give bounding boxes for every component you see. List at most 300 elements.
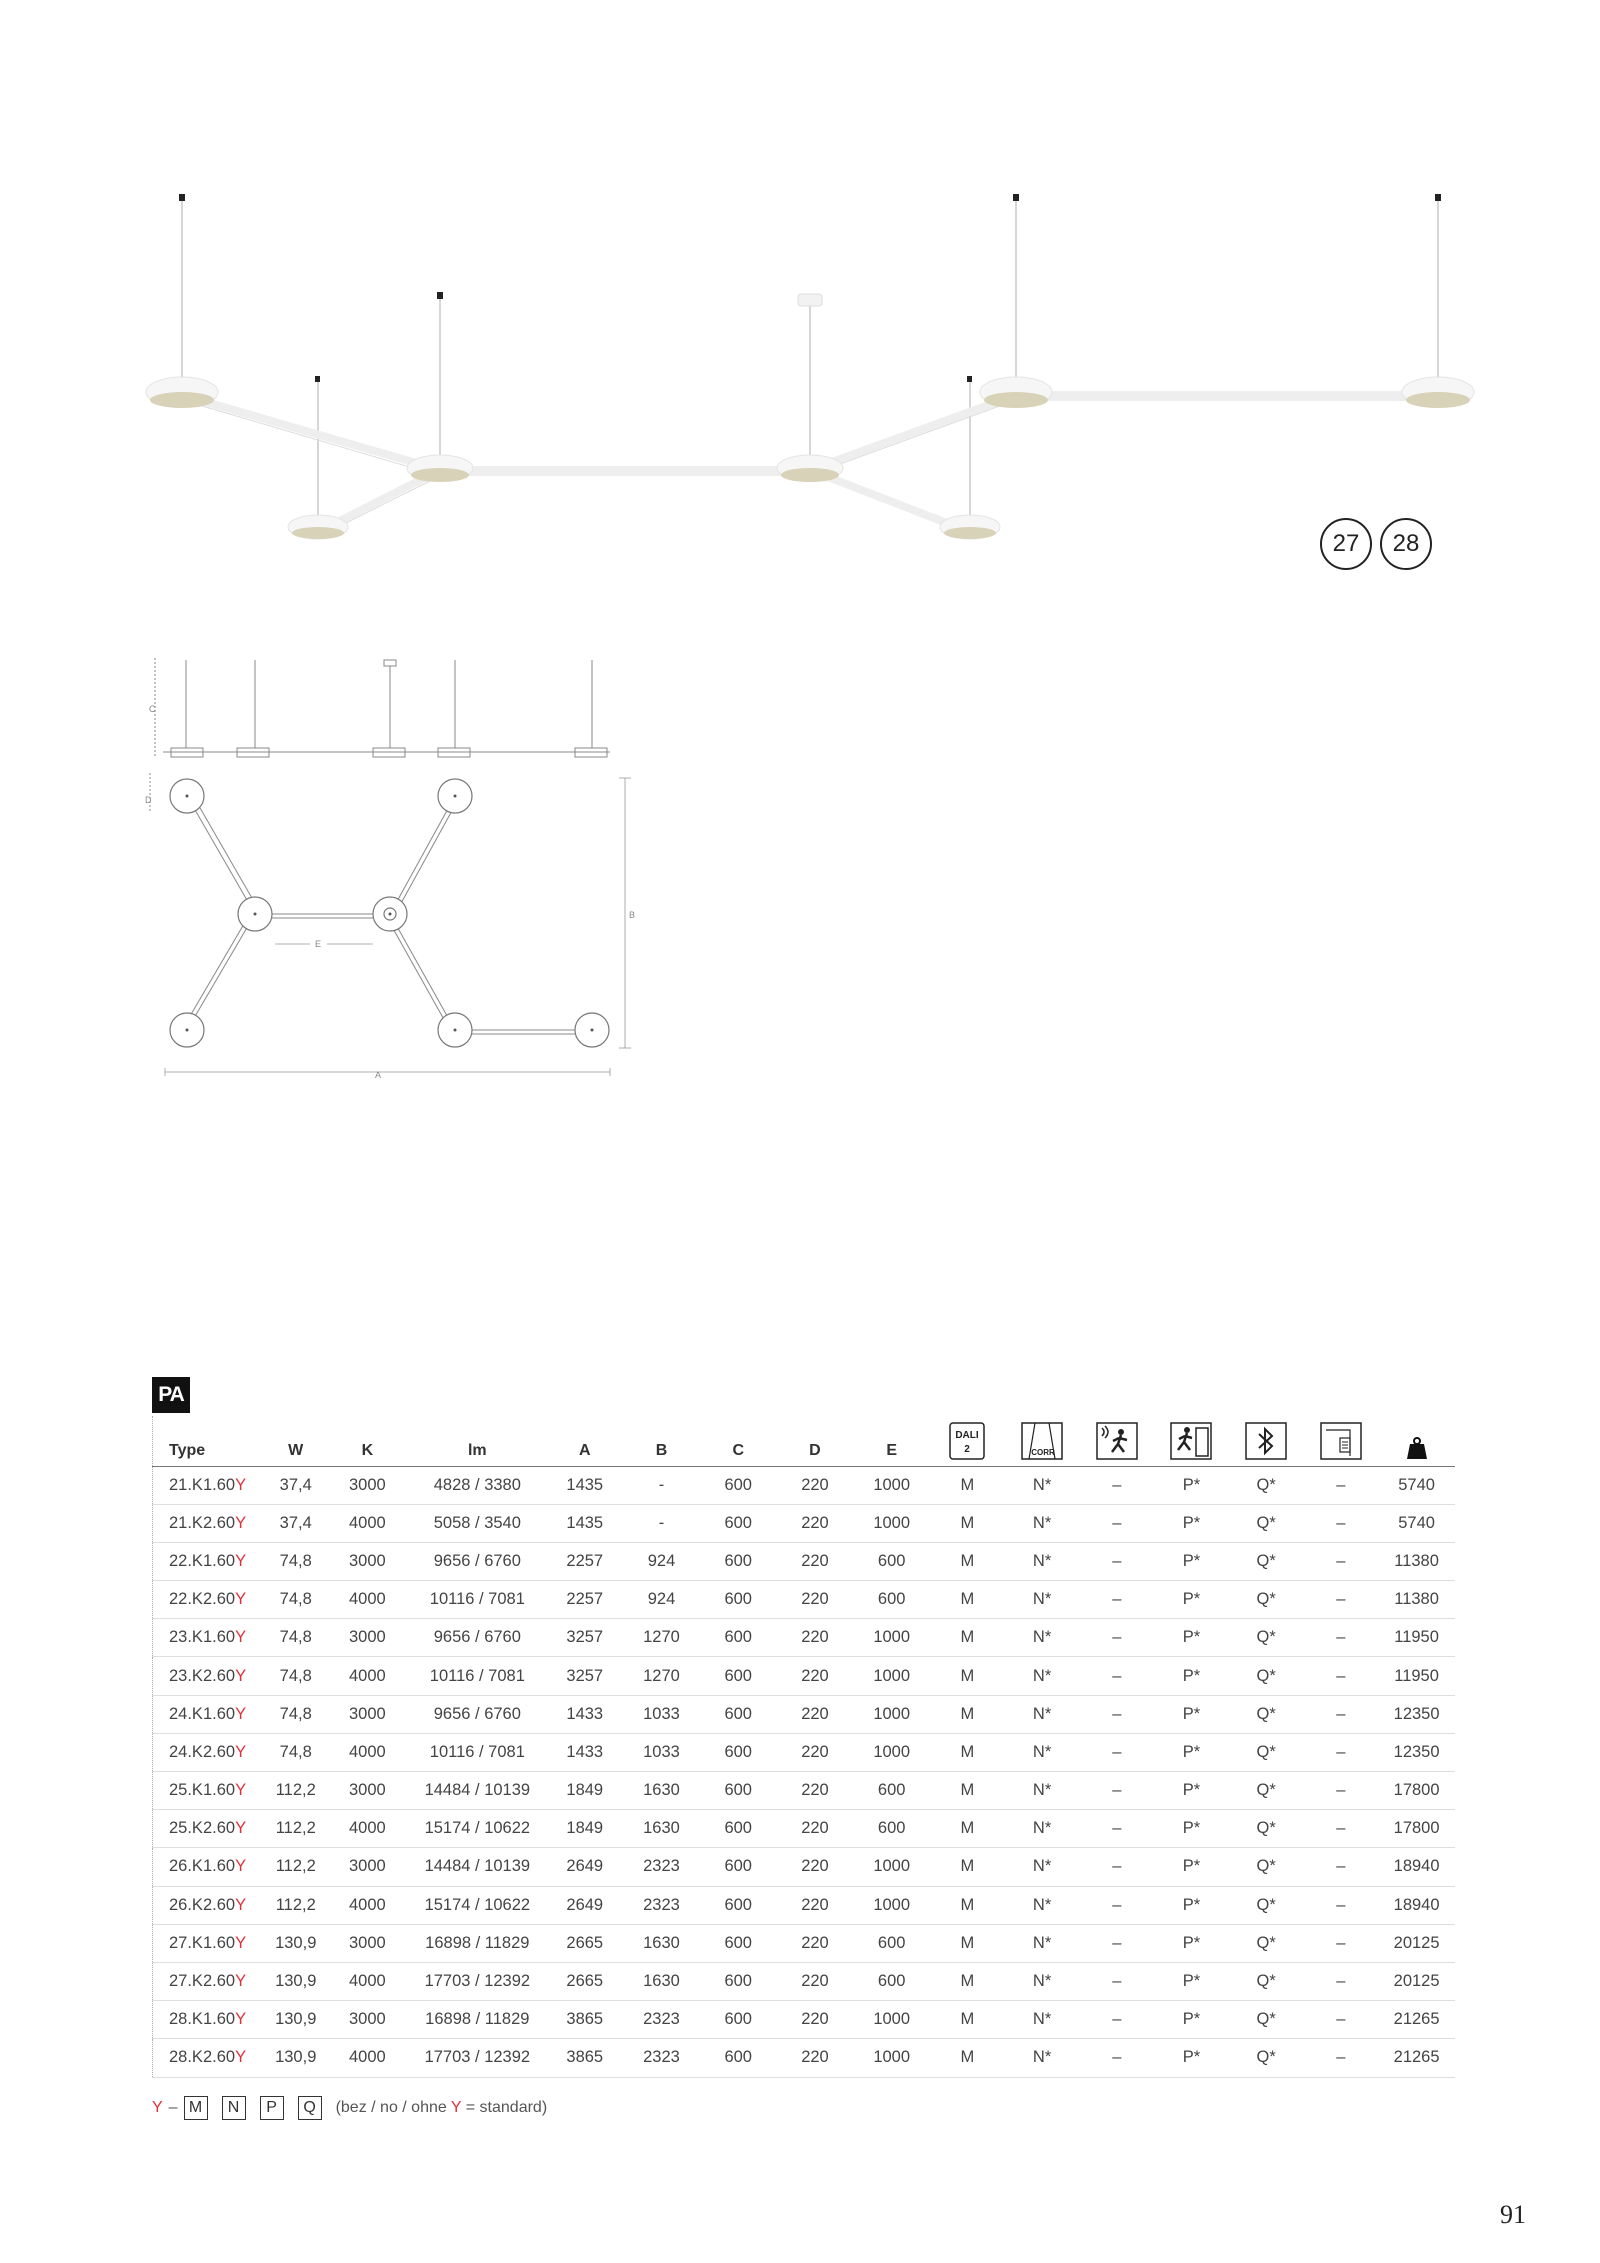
cell-b: 2323	[623, 1848, 700, 1886]
cell-o3: –	[1079, 1542, 1154, 1580]
cell-e: 600	[853, 1924, 930, 1962]
cell-k: 4000	[326, 1733, 408, 1771]
cell-c: 600	[700, 1657, 777, 1695]
cell-e: 1000	[853, 2001, 930, 2039]
cell-lm: 16898 / 11829	[408, 2001, 546, 2039]
cell-o4: P*	[1154, 1924, 1229, 1962]
cell-o1: M	[930, 1924, 1005, 1962]
cell-b: 1630	[623, 1962, 700, 2000]
cell-lm: 9656 / 6760	[408, 1695, 546, 1733]
cell-b: -	[623, 1504, 700, 1542]
cell-o5: Q*	[1229, 2001, 1304, 2039]
cell-o2: N*	[1005, 1581, 1080, 1619]
col-b: B	[623, 1416, 700, 1466]
cell-w: 112,2	[265, 1848, 326, 1886]
cell-o1: M	[930, 1657, 1005, 1695]
cell-c: 600	[700, 1924, 777, 1962]
cell-o4: P*	[1154, 1504, 1229, 1542]
cell-k: 4000	[326, 1504, 408, 1542]
cell-d: 220	[777, 1504, 854, 1542]
cell-c: 600	[700, 1619, 777, 1657]
cell-wt: 12350	[1378, 1695, 1455, 1733]
svg-text:2: 2	[964, 1443, 971, 1455]
cell-o4: P*	[1154, 1886, 1229, 1924]
cell-e: 1000	[853, 1848, 930, 1886]
cell-o6: –	[1304, 1924, 1379, 1962]
cell-o3: –	[1079, 1886, 1154, 1924]
cell-o6: –	[1304, 1733, 1379, 1771]
cell-o3: –	[1079, 1695, 1154, 1733]
cell-lm: 17703 / 12392	[408, 2039, 546, 2077]
cell-wt: 21265	[1378, 2001, 1455, 2039]
cell-lm: 15174 / 10622	[408, 1810, 546, 1848]
cell-o2: N*	[1005, 1848, 1080, 1886]
cell-o6: –	[1304, 1504, 1379, 1542]
cell-o6: –	[1304, 1581, 1379, 1619]
cell-o5: Q*	[1229, 1542, 1304, 1580]
cell-o5: Q*	[1229, 1848, 1304, 1886]
col-dali	[930, 1416, 1005, 1466]
type-cell: 21.K2.60Y	[153, 1504, 266, 1542]
cell-k: 4000	[326, 1962, 408, 2000]
cell-c: 600	[700, 1810, 777, 1848]
col-k: K	[326, 1416, 408, 1466]
cell-k: 4000	[326, 1810, 408, 1848]
cell-c: 600	[700, 1733, 777, 1771]
cell-c: 600	[700, 1542, 777, 1580]
cell-b: 1270	[623, 1619, 700, 1657]
col-lm: lm	[408, 1416, 546, 1466]
type-cell: 23.K1.60Y	[153, 1619, 266, 1657]
cell-o6: –	[1304, 2001, 1379, 2039]
cell-d: 220	[777, 1810, 854, 1848]
legend-option-box: N	[222, 2096, 246, 2120]
cell-k: 4000	[326, 2039, 408, 2077]
cell-b: 1033	[623, 1695, 700, 1733]
cell-wt: 17800	[1378, 1772, 1455, 1810]
cell-o2: N*	[1005, 1733, 1080, 1771]
cell-w: 74,8	[265, 1695, 326, 1733]
cell-b: 924	[623, 1581, 700, 1619]
cell-a: 2257	[546, 1542, 623, 1580]
cell-a: 2665	[546, 1924, 623, 1962]
cell-wt: 18940	[1378, 1848, 1455, 1886]
cell-d: 220	[777, 1619, 854, 1657]
table-row	[153, 1733, 1456, 1771]
series-mark: PA	[152, 1377, 190, 1413]
type-cell: 24.K2.60Y	[153, 1733, 266, 1771]
cell-o5: Q*	[1229, 1733, 1304, 1771]
cell-w: 112,2	[265, 1772, 326, 1810]
options-legend	[152, 2096, 547, 2120]
cell-d: 220	[777, 1772, 854, 1810]
cell-o1: M	[930, 1466, 1005, 1504]
cell-o3: –	[1079, 1810, 1154, 1848]
bluetooth-icon	[1245, 1422, 1287, 1460]
cell-a: 3257	[546, 1657, 623, 1695]
cell-k: 3000	[326, 1924, 408, 1962]
cell-wt: 18940	[1378, 1886, 1455, 1924]
cell-lm: 16898 / 11829	[408, 1924, 546, 1962]
cell-d: 220	[777, 1924, 854, 1962]
cell-o3: –	[1079, 1619, 1154, 1657]
cell-o6: –	[1304, 1848, 1379, 1886]
weight-icon	[1405, 1436, 1429, 1460]
cell-o2: N*	[1005, 2039, 1080, 2077]
cell-o1: M	[930, 1619, 1005, 1657]
cell-o4: P*	[1154, 1466, 1229, 1504]
table-row	[153, 1848, 1456, 1886]
cell-d: 220	[777, 1848, 854, 1886]
cell-o3: –	[1079, 1733, 1154, 1771]
cell-w: 130,9	[265, 1962, 326, 2000]
cell-o6: –	[1304, 1619, 1379, 1657]
cell-o3: –	[1079, 1962, 1154, 2000]
corr-icon	[1021, 1422, 1063, 1460]
col-bluetooth	[1229, 1416, 1304, 1466]
cell-o6: –	[1304, 2039, 1379, 2077]
cell-a: 1849	[546, 1772, 623, 1810]
cell-o3: –	[1079, 1466, 1154, 1504]
cell-o2: N*	[1005, 1772, 1080, 1810]
cell-o3: –	[1079, 2039, 1154, 2077]
type-cell: 22.K1.60Y	[153, 1542, 266, 1580]
cell-w: 74,8	[265, 1619, 326, 1657]
cell-o1: M	[930, 1848, 1005, 1886]
cell-o5: Q*	[1229, 1619, 1304, 1657]
cell-lm: 10116 / 7081	[408, 1733, 546, 1771]
cell-o4: P*	[1154, 1581, 1229, 1619]
cell-o3: –	[1079, 2001, 1154, 2039]
cell-k: 4000	[326, 1657, 408, 1695]
dim-label-d: D	[145, 795, 152, 805]
cell-o3: –	[1079, 1924, 1154, 1962]
cell-wt: 21265	[1378, 2039, 1455, 2077]
spec-table	[152, 1416, 1455, 2078]
cell-d: 220	[777, 1657, 854, 1695]
cell-b: 1630	[623, 1810, 700, 1848]
table-row	[153, 1466, 1456, 1504]
cell-w: 130,9	[265, 2039, 326, 2077]
cell-w: 112,2	[265, 1810, 326, 1848]
cell-o4: P*	[1154, 1619, 1229, 1657]
type-cell: 24.K1.60Y	[153, 1695, 266, 1733]
cell-o2: N*	[1005, 1542, 1080, 1580]
type-cell: 21.K1.60Y	[153, 1466, 266, 1504]
type-cell: 28.K2.60Y	[153, 2039, 266, 2077]
type-cell: 25.K2.60Y	[153, 1810, 266, 1848]
emergency-exit-icon	[1170, 1422, 1212, 1460]
table-row	[153, 1581, 1456, 1619]
table-row	[153, 2039, 1456, 2077]
cell-b: 2323	[623, 2039, 700, 2077]
cell-d: 220	[777, 1886, 854, 1924]
cell-b: 1270	[623, 1657, 700, 1695]
cell-c: 600	[700, 1962, 777, 2000]
cell-o4: P*	[1154, 1772, 1229, 1810]
technical-drawing	[145, 648, 635, 1080]
cell-wt: 12350	[1378, 1733, 1455, 1771]
cell-o5: Q*	[1229, 1581, 1304, 1619]
svg-text:DALI: DALI	[955, 1429, 980, 1441]
module-icon	[1320, 1422, 1362, 1460]
col-corr	[1005, 1416, 1080, 1466]
cell-c: 600	[700, 1772, 777, 1810]
model-badges	[1320, 518, 1432, 570]
cell-k: 3000	[326, 1542, 408, 1580]
cell-d: 220	[777, 1695, 854, 1733]
cell-c: 600	[700, 1695, 777, 1733]
cell-o5: Q*	[1229, 1924, 1304, 1962]
cell-o1: M	[930, 1542, 1005, 1580]
cell-o4: P*	[1154, 1962, 1229, 2000]
cell-c: 600	[700, 1466, 777, 1504]
table-row	[153, 1886, 1456, 1924]
cell-o6: –	[1304, 1810, 1379, 1848]
cell-k: 3000	[326, 1466, 408, 1504]
cell-o2: N*	[1005, 1924, 1080, 1962]
cell-o5: Q*	[1229, 1466, 1304, 1504]
cell-o1: M	[930, 1962, 1005, 2000]
svg-text:CORR: CORR	[1031, 1447, 1055, 1457]
cell-wt: 5740	[1378, 1466, 1455, 1504]
cell-c: 600	[700, 1848, 777, 1886]
cell-d: 220	[777, 2039, 854, 2077]
cell-a: 1849	[546, 1810, 623, 1848]
cell-w: 74,8	[265, 1581, 326, 1619]
cell-o2: N*	[1005, 1695, 1080, 1733]
cell-e: 1000	[853, 1733, 930, 1771]
cell-b: 1630	[623, 1924, 700, 1962]
col-w: W	[265, 1416, 326, 1466]
product-render	[130, 180, 1510, 570]
cell-o6: –	[1304, 1772, 1379, 1810]
cell-c: 600	[700, 1504, 777, 1542]
type-cell: 27.K2.60Y	[153, 1962, 266, 2000]
cell-wt: 11950	[1378, 1657, 1455, 1695]
table-header-row	[153, 1416, 1456, 1466]
type-cell: 28.K1.60Y	[153, 2001, 266, 2039]
cell-o6: –	[1304, 1695, 1379, 1733]
cell-e: 1000	[853, 1619, 930, 1657]
cell-b: 2323	[623, 2001, 700, 2039]
cell-o5: Q*	[1229, 1695, 1304, 1733]
cell-a: 3865	[546, 2001, 623, 2039]
col-d: D	[777, 1416, 854, 1466]
col-e: E	[853, 1416, 930, 1466]
cell-d: 220	[777, 2001, 854, 2039]
cell-a: 3865	[546, 2039, 623, 2077]
cell-k: 4000	[326, 1581, 408, 1619]
legend-option-box: P	[260, 2096, 284, 2120]
cell-o2: N*	[1005, 1810, 1080, 1848]
cell-a: 1435	[546, 1466, 623, 1504]
cell-o5: Q*	[1229, 1810, 1304, 1848]
legend-option-box: Q	[298, 2096, 322, 2120]
cell-k: 3000	[326, 1772, 408, 1810]
cell-o1: M	[930, 1810, 1005, 1848]
table-row	[153, 2001, 1456, 2039]
col-type: Type	[153, 1416, 266, 1466]
cell-wt: 5740	[1378, 1504, 1455, 1542]
cell-o3: –	[1079, 1848, 1154, 1886]
cell-e: 1000	[853, 2039, 930, 2077]
cell-e: 600	[853, 1772, 930, 1810]
cell-d: 220	[777, 1466, 854, 1504]
cell-a: 2649	[546, 1886, 623, 1924]
cell-o1: M	[930, 2039, 1005, 2077]
cell-lm: 10116 / 7081	[408, 1657, 546, 1695]
cell-o2: N*	[1005, 1962, 1080, 2000]
type-cell: 26.K2.60Y	[153, 1886, 266, 1924]
table-row	[153, 1542, 1456, 1580]
cell-w: 112,2	[265, 1886, 326, 1924]
cell-o5: Q*	[1229, 1962, 1304, 2000]
cell-e: 1000	[853, 1695, 930, 1733]
cell-wt: 17800	[1378, 1810, 1455, 1848]
col-sensor	[1079, 1416, 1154, 1466]
cell-b: -	[623, 1466, 700, 1504]
cell-a: 3257	[546, 1619, 623, 1657]
dim-label-a: A	[375, 1070, 382, 1080]
cell-w: 130,9	[265, 2001, 326, 2039]
cell-o5: Q*	[1229, 1657, 1304, 1695]
cell-wt: 11380	[1378, 1542, 1455, 1580]
cell-o6: –	[1304, 1466, 1379, 1504]
cell-o1: M	[930, 2001, 1005, 2039]
cell-b: 1033	[623, 1733, 700, 1771]
cell-lm: 4828 / 3380	[408, 1466, 546, 1504]
cell-o4: P*	[1154, 1542, 1229, 1580]
col-c: C	[700, 1416, 777, 1466]
cell-o5: Q*	[1229, 1504, 1304, 1542]
legend-note: (bez / no / ohne Y = standard)	[335, 2099, 548, 2116]
cell-w: 37,4	[265, 1466, 326, 1504]
cell-o5: Q*	[1229, 1886, 1304, 1924]
cell-w: 37,4	[265, 1504, 326, 1542]
col-weight	[1378, 1416, 1455, 1466]
col-module	[1304, 1416, 1379, 1466]
cell-b: 924	[623, 1542, 700, 1580]
cell-e: 1000	[853, 1466, 930, 1504]
cell-k: 3000	[326, 1619, 408, 1657]
cell-o6: –	[1304, 1542, 1379, 1580]
cell-o4: P*	[1154, 1657, 1229, 1695]
table-row	[153, 1962, 1456, 2000]
cell-a: 2257	[546, 1581, 623, 1619]
cell-o2: N*	[1005, 1504, 1080, 1542]
dali2-icon	[949, 1422, 985, 1460]
cell-lm: 14484 / 10139	[408, 1772, 546, 1810]
cell-o1: M	[930, 1504, 1005, 1542]
table-row	[153, 1695, 1456, 1733]
cell-lm: 10116 / 7081	[408, 1581, 546, 1619]
cell-wt: 20125	[1378, 1962, 1455, 2000]
cell-k: 3000	[326, 1695, 408, 1733]
type-cell: 22.K2.60Y	[153, 1581, 266, 1619]
table-row	[153, 1810, 1456, 1848]
table-row	[153, 1772, 1456, 1810]
cell-b: 2323	[623, 1886, 700, 1924]
cell-d: 220	[777, 1962, 854, 2000]
cell-w: 74,8	[265, 1733, 326, 1771]
cell-o3: –	[1079, 1581, 1154, 1619]
cell-d: 220	[777, 1733, 854, 1771]
cell-a: 1433	[546, 1733, 623, 1771]
cell-o6: –	[1304, 1657, 1379, 1695]
cell-k: 4000	[326, 1886, 408, 1924]
cell-b: 1630	[623, 1772, 700, 1810]
cell-lm: 9656 / 6760	[408, 1542, 546, 1580]
cell-wt: 11950	[1378, 1619, 1455, 1657]
cell-c: 600	[700, 1886, 777, 1924]
cell-o6: –	[1304, 1886, 1379, 1924]
cell-o4: P*	[1154, 1695, 1229, 1733]
cell-o1: M	[930, 1886, 1005, 1924]
cell-wt: 11380	[1378, 1581, 1455, 1619]
legend-y: Y	[152, 2099, 163, 2116]
table-row	[153, 1924, 1456, 1962]
cell-a: 2665	[546, 1962, 623, 2000]
cell-d: 220	[777, 1542, 854, 1580]
cell-e: 600	[853, 1542, 930, 1580]
cell-e: 600	[853, 1962, 930, 2000]
cell-o3: –	[1079, 1657, 1154, 1695]
cell-o1: M	[930, 1695, 1005, 1733]
cell-o5: Q*	[1229, 1772, 1304, 1810]
cell-o3: –	[1079, 1504, 1154, 1542]
type-cell: 23.K2.60Y	[153, 1657, 266, 1695]
cell-o2: N*	[1005, 1886, 1080, 1924]
cell-o1: M	[930, 1733, 1005, 1771]
cell-a: 1435	[546, 1504, 623, 1542]
cell-a: 1433	[546, 1695, 623, 1733]
cell-o5: Q*	[1229, 2039, 1304, 2077]
legend-option-box: M	[184, 2096, 208, 2120]
cell-lm: 14484 / 10139	[408, 1848, 546, 1886]
cell-w: 74,8	[265, 1657, 326, 1695]
type-cell: 25.K1.60Y	[153, 1772, 266, 1810]
cell-w: 74,8	[265, 1542, 326, 1580]
cell-o4: P*	[1154, 1810, 1229, 1848]
dim-label-c: C	[149, 704, 156, 714]
cell-lm: 9656 / 6760	[408, 1619, 546, 1657]
cell-o4: P*	[1154, 1733, 1229, 1771]
cell-k: 3000	[326, 2001, 408, 2039]
cell-o4: P*	[1154, 2001, 1229, 2039]
cell-o2: N*	[1005, 1619, 1080, 1657]
table-row	[153, 1657, 1456, 1695]
cell-o2: N*	[1005, 1466, 1080, 1504]
legend-dash: –	[168, 2099, 178, 2116]
cell-o4: P*	[1154, 1848, 1229, 1886]
dim-label-e: E	[315, 939, 322, 949]
cell-o1: M	[930, 1772, 1005, 1810]
cell-o2: N*	[1005, 2001, 1080, 2039]
cell-k: 3000	[326, 1848, 408, 1886]
cell-o4: P*	[1154, 2039, 1229, 2077]
cell-d: 220	[777, 1581, 854, 1619]
dim-label-b: B	[629, 910, 635, 920]
cell-w: 130,9	[265, 1924, 326, 1962]
cell-c: 600	[700, 2001, 777, 2039]
table-row	[153, 1619, 1456, 1657]
cell-c: 600	[700, 2039, 777, 2077]
page-number: 91	[1500, 2200, 1526, 2229]
model-badge: 27	[1320, 518, 1372, 570]
col-a: A	[546, 1416, 623, 1466]
cell-a: 2649	[546, 1848, 623, 1886]
